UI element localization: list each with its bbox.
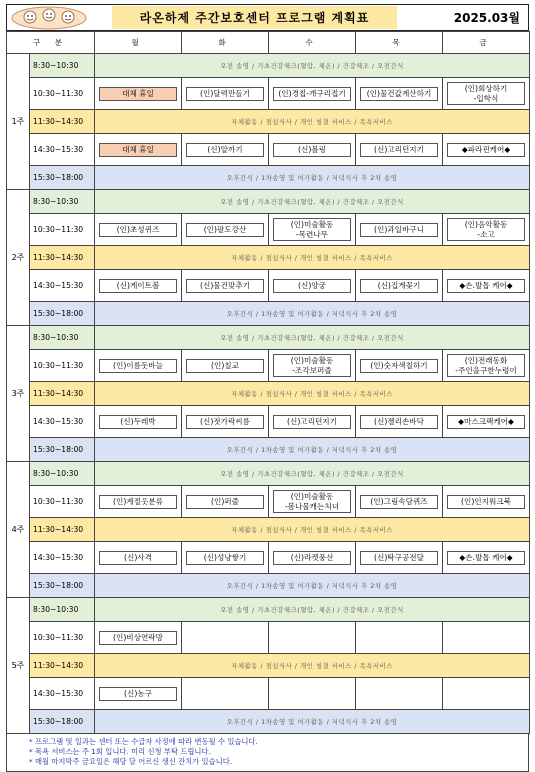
program-name: (인)미술활동 -목련나무 — [273, 218, 350, 241]
program-name: (인)그림속담퀴즈 — [360, 495, 437, 509]
schedule-row — [7, 270, 530, 302]
center-logo-icon — [10, 6, 88, 30]
routine-activity: 자체활동 / 점심식사 / 개인 청결 서비스 / 목욕서비스 — [95, 246, 530, 270]
column-header-category: 구 분 — [7, 32, 95, 54]
program-cell-tue — [182, 350, 269, 382]
program-name: (인)비상연락망 — [99, 631, 176, 645]
time-slot: 14:30~15:30 — [30, 270, 95, 302]
time-slot: 14:30~15:30 — [30, 134, 95, 166]
program-name: (신)알까기 — [186, 143, 263, 157]
program-cell-thu — [356, 406, 443, 438]
routine-activity: 오전 송영 / 기초건강체크(혈압, 체온) / 건강체조 / 오전간식 — [95, 598, 530, 622]
schedule-row — [7, 542, 530, 574]
time-slot: 14:30~15:30 — [30, 678, 95, 710]
schedule-row — [7, 678, 530, 710]
column-header-tue: 화 — [182, 32, 269, 54]
routine-activity: 오전 송영 / 기초건강체크(혈압, 체온) / 건강체조 / 오전간식 — [95, 462, 530, 486]
program-name: (인)경칩-개구리접기 — [273, 87, 350, 101]
time-slot: 11:30~14:30 — [30, 654, 95, 678]
program-cell-mon — [95, 350, 182, 382]
program-name: (인)인지워크북 — [447, 495, 524, 509]
week-label: 5주 — [7, 598, 30, 734]
program-name: ◆파라핀케어◆ — [447, 143, 524, 157]
program-name: (인)미술활동 -조각보퍼즐 — [273, 354, 350, 377]
column-header-wed: 수 — [269, 32, 356, 54]
time-slot: 15:30~18:00 — [30, 302, 95, 326]
time-slot: 8:30~10:30 — [30, 326, 95, 350]
program-name: 대체 휴일 — [99, 143, 176, 157]
program-name: (인)계절옷분류 — [99, 495, 176, 509]
program-name: ◆손.발톱 케어◆ — [447, 551, 524, 565]
program-cell-thu — [356, 78, 443, 110]
program-cell-thu — [356, 270, 443, 302]
program-name: (인)회상하기 -입학식 — [447, 82, 524, 105]
program-name: 대체 휴일 — [99, 87, 176, 101]
program-cell-wed — [269, 214, 356, 246]
time-slot: 10:30~11:30 — [30, 622, 95, 654]
program-cell-tue — [182, 214, 269, 246]
schedule-row — [7, 54, 530, 78]
program-name: (인)퍼즐 — [186, 495, 263, 509]
program-name: (신)탁구공전달 — [360, 551, 437, 565]
time-slot: 11:30~14:30 — [30, 382, 95, 406]
note-schedule-change: * 프로그램 및 일과는 센터 또는 수급자 사정에 따라 변동될 수 있습니다. — [29, 737, 258, 746]
program-cell-mon — [95, 78, 182, 110]
schedule-row — [7, 654, 530, 678]
program-cell-wed — [269, 350, 356, 382]
time-slot: 8:30~10:30 — [30, 462, 95, 486]
routine-activity: 자체활동 / 점심식사 / 개인 청결 서비스 / 목욕서비스 — [95, 654, 530, 678]
program-cell-fri — [443, 270, 530, 302]
program-name: (신)사격 — [99, 551, 176, 565]
program-name: (인)달력만들기 — [186, 87, 263, 101]
week-label: 3주 — [7, 326, 30, 462]
plan-month: 2025.03월 — [453, 11, 520, 25]
program-name: (신)집게꽂기 — [360, 279, 437, 293]
column-header-mon: 월 — [95, 32, 182, 54]
time-slot: 8:30~10:30 — [30, 54, 95, 78]
schedule-row — [7, 350, 530, 382]
program-cell-wed — [269, 486, 356, 518]
program-cell-tue — [182, 134, 269, 166]
program-cell-mon — [95, 134, 182, 166]
program-cell-mon — [95, 406, 182, 438]
schedule-row — [7, 486, 530, 518]
program-cell-thu — [356, 134, 443, 166]
schedule-row — [7, 302, 530, 326]
program-name: (인)음악활동 -소고 — [447, 218, 524, 241]
program-name: (신)게이트볼 — [99, 279, 176, 293]
time-slot: 15:30~18:00 — [30, 166, 95, 190]
program-cell-wed — [269, 542, 356, 574]
program-cell-wed — [269, 270, 356, 302]
schedule-row — [7, 190, 530, 214]
program-name: (인)칠교 — [186, 359, 263, 373]
program-cell-fri — [443, 350, 530, 382]
program-name: ◆손.발톱 케어◆ — [447, 279, 524, 293]
routine-activity: 오전 송영 / 기초건강체크(혈압, 체온) / 건강체조 / 오전간식 — [95, 190, 530, 214]
program-name: (인)숫자색칠하기 — [360, 359, 437, 373]
note-birthday-party: * 매월 마지막주 금요일은 해당 달 어르신 생신 잔치가 있습니다. — [29, 757, 233, 766]
schedule-row — [7, 134, 530, 166]
time-slot: 10:30~11:30 — [30, 214, 95, 246]
program-cell-tue — [182, 270, 269, 302]
routine-activity: 오후간식 / 1차송영 및 여가활동 / 저녁식사 후 2차 송영 — [95, 166, 530, 190]
program-cell-mon — [95, 542, 182, 574]
time-slot: 14:30~15:30 — [30, 406, 95, 438]
program-cell-tue — [182, 622, 269, 654]
program-cell-wed — [269, 134, 356, 166]
program-cell-mon — [95, 214, 182, 246]
program-cell-thu — [356, 214, 443, 246]
program-name: (신)젓가락씨름 — [186, 415, 263, 429]
program-name: (인)이름돗바늘 — [99, 359, 176, 373]
program-cell-wed — [269, 78, 356, 110]
program-name: (인)팔도강산 — [186, 223, 263, 237]
notes-section — [6, 734, 529, 772]
schedule-row — [7, 166, 530, 190]
schedule-row — [7, 574, 530, 598]
program-cell-thu — [356, 486, 443, 518]
program-name: (신)양궁 — [273, 279, 350, 293]
time-slot: 10:30~11:30 — [30, 486, 95, 518]
time-slot: 11:30~14:30 — [30, 246, 95, 270]
program-name: (신)고리던지기 — [360, 143, 437, 157]
program-cell-mon — [95, 622, 182, 654]
program-cell-fri — [443, 78, 530, 110]
schedule-row — [7, 622, 530, 654]
program-cell-fri — [443, 406, 530, 438]
table-header-row — [7, 32, 530, 54]
program-table — [6, 31, 530, 734]
routine-activity: 자체활동 / 점심식사 / 개인 청결 서비스 / 목욕서비스 — [95, 110, 530, 134]
program-cell-tue — [182, 78, 269, 110]
program-cell-tue — [182, 406, 269, 438]
program-name: (신)두레박 — [99, 415, 176, 429]
program-name: (인)물건값계산하기 — [360, 87, 437, 101]
program-cell-thu — [356, 678, 443, 710]
program-cell-thu — [356, 622, 443, 654]
program-cell-wed — [269, 678, 356, 710]
time-slot: 8:30~10:30 — [30, 598, 95, 622]
program-cell-fri — [443, 134, 530, 166]
schedule-row — [7, 110, 530, 134]
time-slot: 10:30~11:30 — [30, 78, 95, 110]
week-label: 4주 — [7, 462, 30, 598]
program-name: (인)미술활동 -봄나물캐는처녀 — [273, 490, 350, 513]
program-name: (신)농구 — [99, 687, 176, 701]
program-name: (신)라켓풍선 — [273, 551, 350, 565]
program-cell-fri — [443, 678, 530, 710]
program-name: (신)고리던지기 — [273, 415, 350, 429]
time-slot: 11:30~14:30 — [30, 110, 95, 134]
routine-activity: 자체활동 / 점심식사 / 개인 청결 서비스 / 목욕서비스 — [95, 518, 530, 542]
program-cell-fri — [443, 486, 530, 518]
schedule-row — [7, 382, 530, 406]
routine-activity: 오전 송영 / 기초건강체크(혈압, 체온) / 건강체조 / 오전간식 — [95, 54, 530, 78]
column-header-thu: 목 — [356, 32, 443, 54]
program-cell-mon — [95, 678, 182, 710]
column-header-fri: 금 — [443, 32, 530, 54]
routine-activity: 오후간식 / 1차송영 및 여가활동 / 저녁식사 후 2차 송영 — [95, 438, 530, 462]
time-slot: 15:30~18:00 — [30, 710, 95, 734]
program-cell-mon — [95, 486, 182, 518]
program-cell-wed — [269, 406, 356, 438]
routine-activity: 자체활동 / 점심식사 / 개인 청결 서비스 / 목욕서비스 — [95, 382, 530, 406]
time-slot: 10:30~11:30 — [30, 350, 95, 382]
program-cell-tue — [182, 486, 269, 518]
schedule-row — [7, 78, 530, 110]
time-slot: 8:30~10:30 — [30, 190, 95, 214]
program-cell-fri — [443, 542, 530, 574]
schedule-row — [7, 214, 530, 246]
program-cell-fri — [443, 214, 530, 246]
program-name: (인)과일바구니 — [360, 223, 437, 237]
schedule-row — [7, 462, 530, 486]
schedule-row — [7, 438, 530, 462]
schedule-page — [6, 4, 529, 772]
program-name: (인)전래동화 -주인을구한누렁이 — [447, 354, 524, 377]
program-name: (인)초성퀴즈 — [99, 223, 176, 237]
time-slot: 15:30~18:00 — [30, 574, 95, 598]
time-slot: 11:30~14:30 — [30, 518, 95, 542]
program-name: (신)성냥쌓기 — [186, 551, 263, 565]
schedule-row — [7, 518, 530, 542]
program-cell-mon — [95, 270, 182, 302]
schedule-row — [7, 326, 530, 350]
program-cell-fri — [443, 622, 530, 654]
routine-activity: 오후간식 / 1차송영 및 여가활동 / 저녁식사 후 2차 송영 — [95, 574, 530, 598]
program-cell-tue — [182, 542, 269, 574]
week-label: 1주 — [7, 54, 30, 190]
program-name: (신)볼링 — [273, 143, 350, 157]
program-cell-tue — [182, 678, 269, 710]
program-cell-wed — [269, 622, 356, 654]
routine-activity: 오후간식 / 1차송영 및 여가활동 / 저녁식사 후 2차 송영 — [95, 302, 530, 326]
program-cell-thu — [356, 542, 443, 574]
schedule-row — [7, 710, 530, 734]
routine-activity: 오전 송영 / 기초건강체크(혈압, 체온) / 건강체조 / 오전간식 — [95, 326, 530, 350]
program-name: (신)젤리손바닥 — [360, 415, 437, 429]
routine-activity: 오후간식 / 1차송영 및 여가활동 / 저녁식사 후 2차 송영 — [95, 710, 530, 734]
schedule-row — [7, 598, 530, 622]
week-label: 2주 — [7, 190, 30, 326]
page-title: 라온하제 주간보호센터 프로그램 계획표 — [112, 6, 397, 29]
program-name: (신)물건맞추기 — [186, 279, 263, 293]
schedule-body — [7, 54, 530, 734]
note-bath-service: * 목욕 서비스는 주 1회 입니다. 미리 신청 부탁 드립니다. — [29, 747, 211, 756]
header — [6, 4, 529, 31]
time-slot: 15:30~18:00 — [30, 438, 95, 462]
schedule-row — [7, 406, 530, 438]
program-name: ◆마스크팩케어◆ — [447, 415, 524, 429]
time-slot: 14:30~15:30 — [30, 542, 95, 574]
schedule-row — [7, 246, 530, 270]
program-cell-thu — [356, 350, 443, 382]
